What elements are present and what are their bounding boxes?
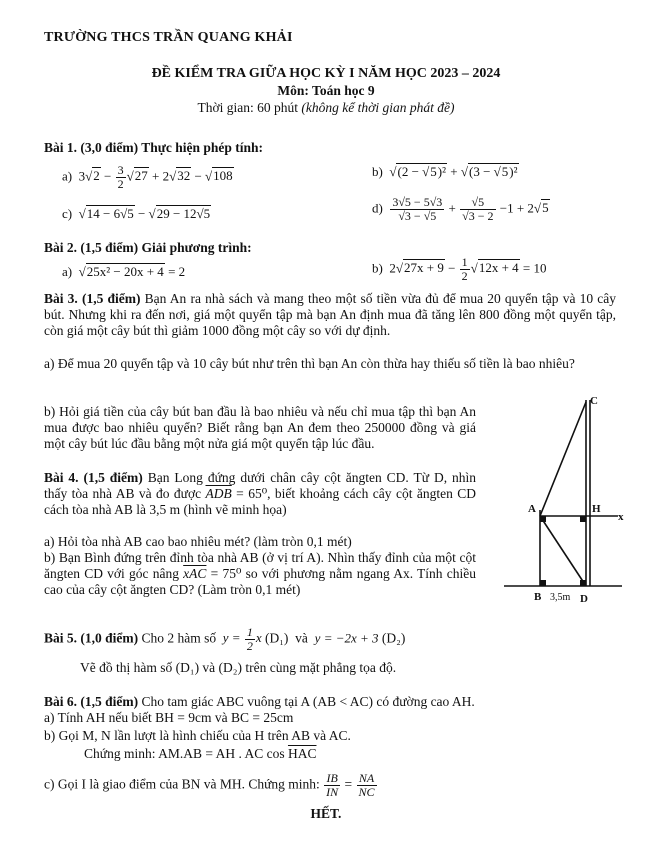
bai5-task: Vẽ đồ thị hàm số (D₁) và (D₂) trên cùng mặt phẳng tọa độ.: [80, 660, 397, 675]
label-d: D: [580, 593, 588, 605]
label-dist: 3,5m: [550, 592, 571, 603]
bai2-b: b) 2√27x + 9 − $\frac{1}{2}$ √12x + 4 = 10: [372, 255, 547, 283]
bai2-a: a) √25x² − 20x + 4 = 2: [62, 264, 186, 279]
bai4-b: b) Bạn Bình đứng trên đỉnh tòa nhà AB (ở vị trí A). Nhìn thấy đỉnh của một cột ăngten CD với góc nâng $\overline{xAC} = 75^0$ so với phương nằm ngang Ax. Tính chiều cao của cây cột ăngten CD? (Làm tròn 0,1 mét): [44, 550, 477, 597]
bai2-heading: Bài 2. (1,5 điểm) Giải phương trình:: [44, 240, 252, 255]
bai3-intro: Bài 3. (1,5 điểm) Bạn An ra nhà sách và mang theo một số tiền vừa đủ để mua 20 quyển tập và 10 cây bút. Nhưng khi ra đến nơi, giá một quyển tập mà bạn An định mua đã tăng lên 800 đồng một quyển tập, còn giá một cây bút thì giảm 1000 đồng một cây so với dự định.: [44, 291, 617, 338]
bai4-a: a) Hỏi tòa nhà AB cao bao nhiêu mét? (làm tròn 0,1 mét): [44, 534, 352, 549]
bai5-intro: Bài 5. (1,0 điểm) Cho 2 hàm số y = $\frac{1}{2}$ x (D₁) và y = −2x + 3 (D₂): [44, 625, 406, 653]
label-b: B: [534, 591, 542, 603]
school-name: TRƯỜNG THCS TRẦN QUANG KHẢI: [44, 30, 293, 45]
right-angle-d: [580, 580, 586, 586]
exam-time: Thời gian: 60 phút (không kể thời gian phát đề): [197, 100, 455, 115]
antenna-figure: [500, 392, 630, 612]
bai1-d: d) $\frac{3√5 - 5√3}{√3 - √5}$ + $\frac{√5}{√3 - 2}$ −1 + 2√5: [372, 195, 549, 223]
right-angle-a: [540, 516, 546, 522]
bai6-b-prove: Chứng minh: AM.AB = AH . AC $\cos \overline{HAC}$: [84, 746, 317, 761]
bai4-intro: Bài 4. (1,5 điểm) Bạn Long đứng dưới chân cây cột ăngten CD. Từ D, nhìn thấy tòa nhà AB và đo được $\overline{ADB} = 65^0$, biết khoảng cách cây cột ăngten CD cách tòa nhà AB là 3,5 m (hình vẽ minh họa): [44, 470, 477, 517]
right-angle-h: [580, 516, 586, 522]
line-ad: [540, 516, 586, 586]
bai3-a: a) Để mua 20 quyển tập và 10 cây bút như trên thì bạn An còn thừa hay thiếu số tiền là bao nhiêu?: [44, 356, 575, 371]
label-c: C: [590, 395, 598, 407]
bai3-b: b) Hỏi giá tiền của cây bút ban đầu là bao nhiêu và nếu chỉ mua tập thì bạn An mua được bao nhiêu quyển? Biết rằng bạn An đem theo 250000 đồng và giá một cây bút lúc đầu bằng một nửa giá một quyển tập lúc đầu.: [44, 404, 476, 451]
exam-title: ĐỀ KIỂM TRA GIỮA HỌC KỲ I NĂM HỌC 2023 – 2024: [151, 66, 501, 81]
bai1-a: a) 3√2 − $\frac{3}{2}$ √27 + 2√32 − √108: [62, 163, 233, 191]
right-angle-b: [540, 580, 546, 586]
exam-subject: Môn: Toán học 9: [277, 83, 375, 98]
bai6-b: b) Gọi M, N lần lượt là hình chiếu của H trên AB và AC.: [44, 728, 351, 743]
bai1-b: b) √(2 − √5)² + √(3 − √5)²: [372, 164, 518, 179]
end-marker: HẾT.: [310, 806, 342, 821]
line-ac: [540, 402, 586, 516]
label-x: x: [618, 511, 624, 523]
bai6-a: a) Tính AH nếu biết BH = 9cm và BC = 25cm: [44, 710, 294, 725]
label-h: H: [592, 503, 601, 515]
bai1-c: c) √14 − 6√5 − √29 − 12√5: [62, 206, 211, 221]
bai6-intro: Bài 6. (1,5 điểm) Cho tam giác ABC vuông tại A (AB < AC) có đường cao AH.: [44, 694, 475, 709]
bai1-heading: Bài 1. (3,0 điểm) Thực hiện phép tính:: [44, 140, 264, 155]
label-a: A: [528, 503, 536, 515]
bai6-c: c) Gọi I là giao điểm của BN và MH. Chứng minh: $\frac{IB}{IN}$ = $\frac{NA}{NC}$: [44, 771, 375, 799]
